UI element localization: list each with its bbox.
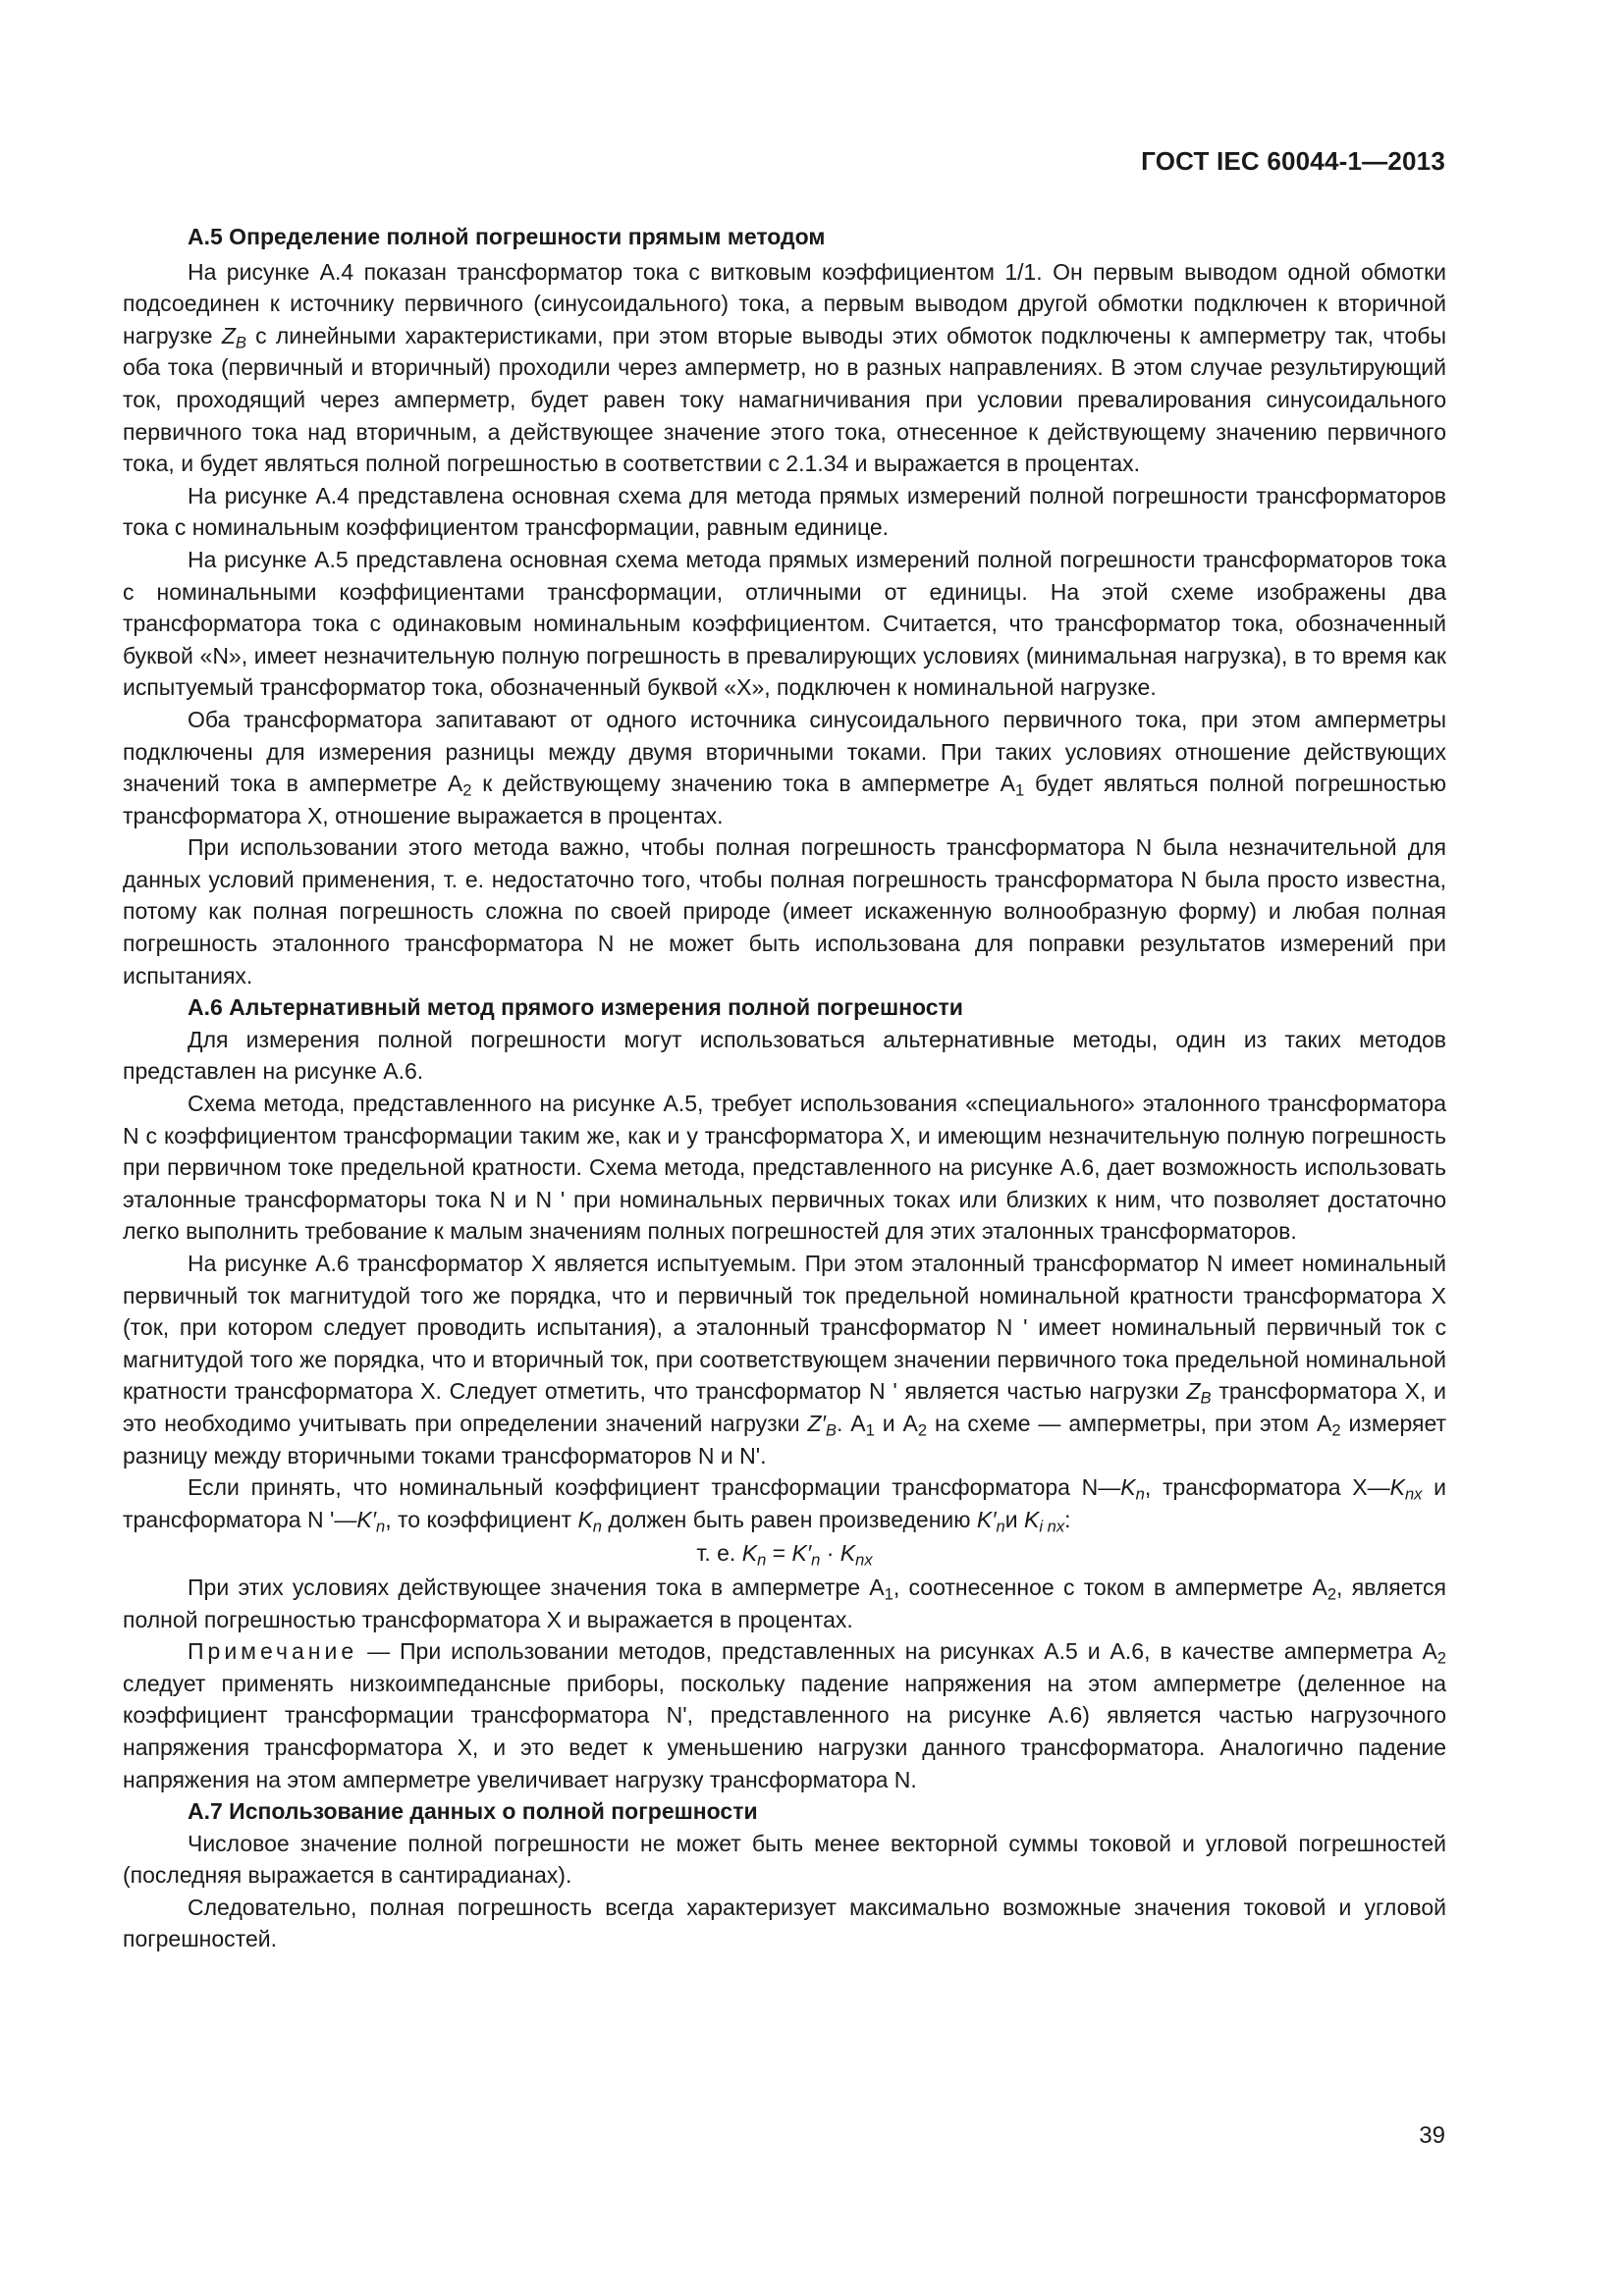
page-content [123,221,1446,1955]
section-a7-paragraph-2: Следовательно, полная погрешность всегда характеризует максимально возможные значения токовой и угловой погрешностей. [123,1894,1446,1952]
section-a6-paragraph-2: Схема метода, представленного на рисунке А.5, требует использования «специального» эталонного трансформатора N с коэффициентом трансформации таким же, как и у трансформатора X, и имеющим незначительную полную погрешность при первичном токе предельной кратности. Схема метода, представленного на рисунке А.6, дает возможность использовать эталонные трансформаторы тока N и N ' при номинальных первичных токах или близких к ним, что позволяет достаточно легко выполнить требование к малым значениям полных погрешностей для этих эталонных трансформаторов. [123,1091,1446,1245]
section-a6-paragraph-4: Если принять, что номинальный коэффициент трансформации трансформатора $N—K_n$, трансформатора $X—K_{nx}$ и трансформатора N '$—K'_n$, то коэффициент $K_n$ должен быть равен произведению $K'_nи$ $K_{i nx}$: [123,1474,1446,1536]
section-a5-paragraph-2: На рисунке А.4 представлена основная схема для метода прямых измерений полной погрешности трансформаторов тока с номинальным коэффициентом трансформации, равным единице. [123,482,1446,541]
section-a5-paragraph-3: На рисунке А.5 представлена основная схема метода прямых измерений полной погрешности трансформаторов тока с номинальными коэффициентами трансформации, отличными от единицы. На этой схеме изображены два трансформатора тока с одинаковым номинальным коэффициентом. Считается, что трансформатор тока, обозначенный буквой «N», имеет незначительную полную погрешность в превалирующих условиях (минимальная нагрузка), в то время как испытуемый трансформатор тока, обозначенный буквой «X», подключен к номинальной нагрузке. [123,546,1446,701]
section-a5-paragraph-4: Оба трансформатора запитавают от одного источника синусоидального первичного тока, при этом амперметры подключены для измерения разницы между двумя вторичными токами. При таких условиях отношение действующих значений тока в амперметре $А_2$ к действующему значению тока в амперметре $А_1$ будет являться полной погрешностью трансформатора X, отношение выражается в процентах. [123,706,1446,828]
section-a6-paragraph-3: На рисунке А.6 трансформатор X является испытуемым. При этом эталонный трансформатор N имеет номинальный первичный ток магнитудой того же порядка, что и первичный ток предельной номинальной кратности трансформатора X (ток, при котором следует проводить испытания), а эталонный трансформатор N ' имеет номинальный первичный ток с магнитудой того же порядка, что и вторичный ток, при соответствующем значении первичного тока предельной номинальной кратности трансформатора X. Следует отметить, что трансформатор N ' является частью нагрузки $Z_B$ трансформатора X, и это необходимо учитывать при определении значений нагрузки $Z'_B$. $А_1$ и $А_2$ на схеме — амперметры, при этом $А_2$ измеряет разницу между вторичными токами трансформаторов N и N'. [123,1251,1447,1468]
section-a7-title: А.7 Использование данных о полной погрешности [188,1798,758,1825]
section-a5-title: А.5 Определение полной погрешности прямым методом [188,224,826,249]
section-a7-paragraph-1: Числовое значение полной погрешности не может быть менее векторной суммы токовой и угловой погрешностей (последняя выражается в сантирадианах). [123,1830,1446,1889]
section-a5-paragraph-1: На рисунке А.4 показан трансформатор тока с витковым коэффициентом 1/1. Он первым выводом одной обмотки подсоединен к источнику первичного (синусоидального) тока, а первым выводом другой обмотки подключен к вторичной нагрузке $Z_B$ с линейными характеристиками, при этом вторые выводы этих обмоток подключены к амперметру так, чтобы оба тока (первичный и вторичный) проходили через амперметр, но в разных направлениях. В этом случае результирующий ток, проходящий через амперметр, будет равен току намагничивания при условии превалирования синусоидального первичного тока над вторичным, а действующее значение этого тока, отнесенное к действующему значению первичного тока, и будет являться полной погрешностью в соответствии с 2.1.34 и выражается в процентах. [123,258,1446,477]
note-label: Примечание [188,1638,358,1665]
section-a6-paragraph-5: При этих условиях действующее значения тока в амперметре $А_1$, соотнесенное с током в амперметре $А_2$, является полной погрешностью трансформатора X и выражается в процентах. [123,1574,1447,1632]
section-a6-paragraph-1: Для измерения полной погрешности могут использоваться альтернативные методы, один из таких методов представлен на рисунке А.6. [123,1026,1446,1085]
page-number: 39 [1419,2122,1445,2149]
document-id-header: ГОСТ IEC 60044-1—2013 [1141,146,1445,176]
section-a6-title: А.6 Альтернативный метод прямого измерения полной погрешности [188,994,963,1021]
section-a6-note: Примечание — При использовании методов, представленных на рисунках А.5 и А.6, в качестве амперметра $А_2$ следует применять низкоимпедансные приборы, поскольку падение напряжения на этом амперметре (деленное на коэффициент трансформации трансформатора N', представленного на рисунке А.6) является частью нагрузочного напряжения трансформатора X, и это ведет к уменьшению нагрузки данного трансформатора. Аналогично падение напряжения на этом амперметре увеличивает нагрузку трансформатора N. [123,1638,1446,1792]
formula-kn: т. е. $K_n = K'_n \cdot K_{nx}$ [696,1540,873,1570]
section-a5-paragraph-5: При использовании этого метода важно, чтобы полная погрешность трансформатора N была незначительной для данных условий применения, т. е. недостаточно того, чтобы полная погрешность трансформатора N была просто известна, потому как полная погрешность сложна по своей природе (имеет искаженную волнообразную форму) и любая полная погрешность эталонного трансформатора N не может быть использована для поправки результатов измерений при испытаниях. [123,834,1446,988]
